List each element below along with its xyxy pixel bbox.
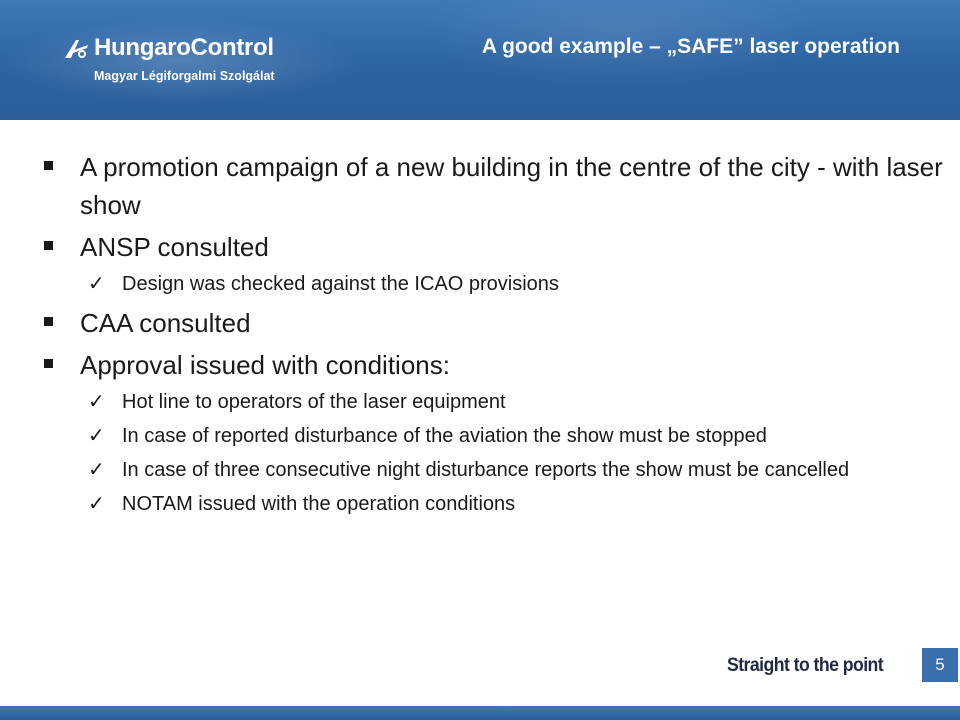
checkmark-icon: ✓ xyxy=(88,425,105,447)
logo-emblem-icon xyxy=(62,36,90,62)
square-bullet-icon xyxy=(44,317,53,326)
bullet-text: ANSP consulted xyxy=(80,232,269,262)
sub-bullet-text: NOTAM issued with the operation conditions xyxy=(122,493,516,515)
sub-bullet-item xyxy=(0,456,960,484)
checkmark-icon: ✓ xyxy=(88,459,105,481)
bullet-text: Approval issued with conditions: xyxy=(80,350,450,380)
slide-title: A good example – „SAFE” laser operation xyxy=(481,35,900,58)
sub-bullet-text: Hot line to operators of the laser equipment xyxy=(122,391,506,413)
square-bullet-icon xyxy=(44,241,53,250)
slide-header xyxy=(0,0,960,120)
logo-name: HungaroControl xyxy=(94,34,274,61)
sub-bullet-text: In case of reported disturbance of the aviation the show must be stopped xyxy=(122,425,767,447)
sub-bullet-item xyxy=(0,270,960,298)
bullet-item xyxy=(0,304,960,342)
logo-subtitle: Magyar Légiforgalmi Szolgálat xyxy=(94,69,275,83)
footer-slogan: Straight to the point xyxy=(727,655,884,676)
bullet-text: CAA consulted xyxy=(80,308,251,338)
square-bullet-icon xyxy=(44,161,53,170)
sub-bullet-text: In case of three consecutive night disturbance reports the show must be cancelled xyxy=(122,459,850,481)
bullet-text: A promotion campaign of a new building in the centre of the city - with laser show xyxy=(80,152,943,220)
sub-bullet-text: Design was checked against the ICAO provisions xyxy=(122,273,559,295)
bullet-item xyxy=(0,346,960,384)
checkmark-icon: ✓ xyxy=(88,493,105,515)
page-number: 5 xyxy=(922,648,958,682)
sub-bullet-item xyxy=(0,422,960,450)
checkmark-icon: ✓ xyxy=(88,391,105,413)
bullet-list xyxy=(0,148,960,524)
square-bullet-icon xyxy=(44,359,53,368)
bullet-item xyxy=(0,228,960,266)
sub-bullet-item xyxy=(0,490,960,518)
bullet-item xyxy=(0,148,960,224)
sub-bullet-item xyxy=(0,388,960,416)
footer-bar xyxy=(0,706,960,720)
checkmark-icon: ✓ xyxy=(88,273,105,295)
